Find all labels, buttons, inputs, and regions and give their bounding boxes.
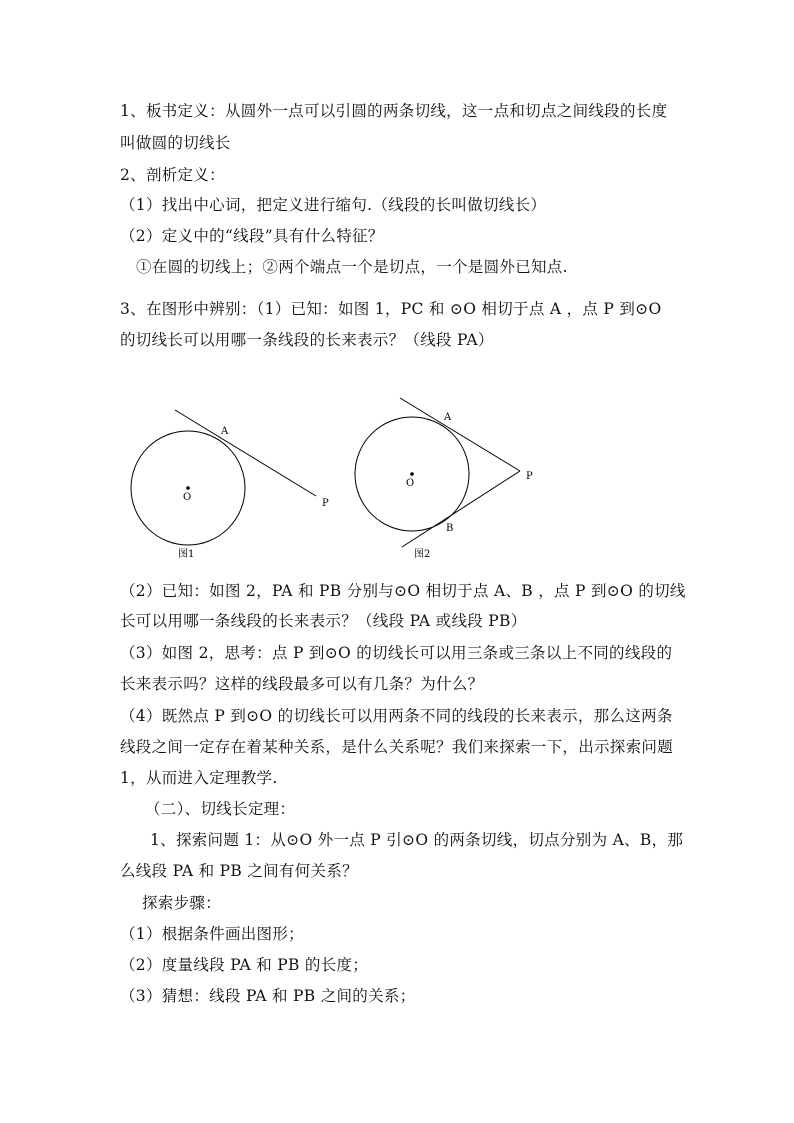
paragraph-line-14: 线段之间一定存在着某种关系，是什么关系呢？我们来探索一下，出示探索问题 [120,738,674,756]
geometry-figures [0,380,794,570]
paragraph-line-13: （4）既然点 P 到⊙O 的切线长可以用两条不同的线段的长来表示，那么这两条 [120,707,673,725]
figure-2-tangent-line-pa [400,398,520,471]
paragraph-line-11: （3）如图 2，思考：点 P 到⊙O 的切线长可以用三条或三条以上不同的线段的 [120,644,673,662]
paragraph-line-21: （2）度量线段 PA 和 PB 的长度； [120,956,369,974]
figure-1 [131,410,329,560]
figure-2-point-p-label: P [526,471,533,482]
figure-1-point-a-label: A [221,426,229,437]
paragraph-line-18: 么线段 PA 和 PB 之间有何关系？ [120,862,358,880]
figure-2-caption: 图2 [414,549,431,560]
figure-2-point-a-label: A [444,412,452,423]
paragraph-line-7: 3、在图形中辨别：（1）已知：如图 1，PC 和 ⊙O 相切于点 A ，点 P 到⊙O [120,300,662,318]
figure-1-tangent-line [175,410,316,496]
paragraph-line-4: （1）找出中心词，把定义进行缩句.（线段的长叫做切线长） [120,196,547,214]
paragraph-line-12: 长来表示吗？这样的线段最多可以有几条？为什么？ [120,675,484,693]
paragraph-line-15: 1，从而进入定理教学. [120,769,278,787]
figure-2-point-b-label: B [446,523,454,534]
paragraph-line-19: 探索步骤： [142,894,222,912]
section-heading-theorem: （二）、切线长定理： [145,800,296,818]
paragraph-line-9: （2）已知：如图 2，PA 和 PB 分别与⊙O 相切于点 A、B ，点 P 到⊙O 的切线 [120,582,686,600]
paragraph-line-22: （3）猜想：线段 PA 和 PB 之间的关系； [120,987,416,1005]
paragraph-line-5: （2）定义中的“线段”具有什么特征？ [120,227,384,245]
paragraph-line-10: 长可以用哪一条线段的长来表示？（线段 PA 或线段 PB） [120,612,527,630]
paragraph-line-2: 叫做圆的切线长 [120,134,231,152]
figure-2 [355,398,533,560]
paragraph-line-20: （1）根据条件画出图形； [120,925,304,943]
figure-1-point-p-label: P [322,498,329,509]
figure-1-caption: 图1 [178,549,195,560]
figure-1-center-label: O [183,492,192,503]
figure-1-center-dot [186,486,190,490]
paragraph-line-6: ①在圆的切线上；②两个端点一个是切点，一个是圆外已知点. [136,258,568,276]
figure-2-center-label: O [406,478,415,489]
section-heading-2: 2、剖析定义： [120,166,225,184]
paragraph-line-8: 的切线长可以用哪一条线段的长来表示？（线段 PA） [120,331,494,349]
figure-2-tangent-line-pb [402,471,520,547]
paragraph-line-17: 1、探索问题 1：从⊙O 外一点 P 引⊙O 的两条切线，切点分别为 A、B，那 [150,831,684,849]
paragraph-line-1: 1、板书定义：从圆外一点可以引圆的两条切线，这一点和切点之间线段的长度 [120,102,668,120]
figure-2-center-dot [410,472,414,476]
